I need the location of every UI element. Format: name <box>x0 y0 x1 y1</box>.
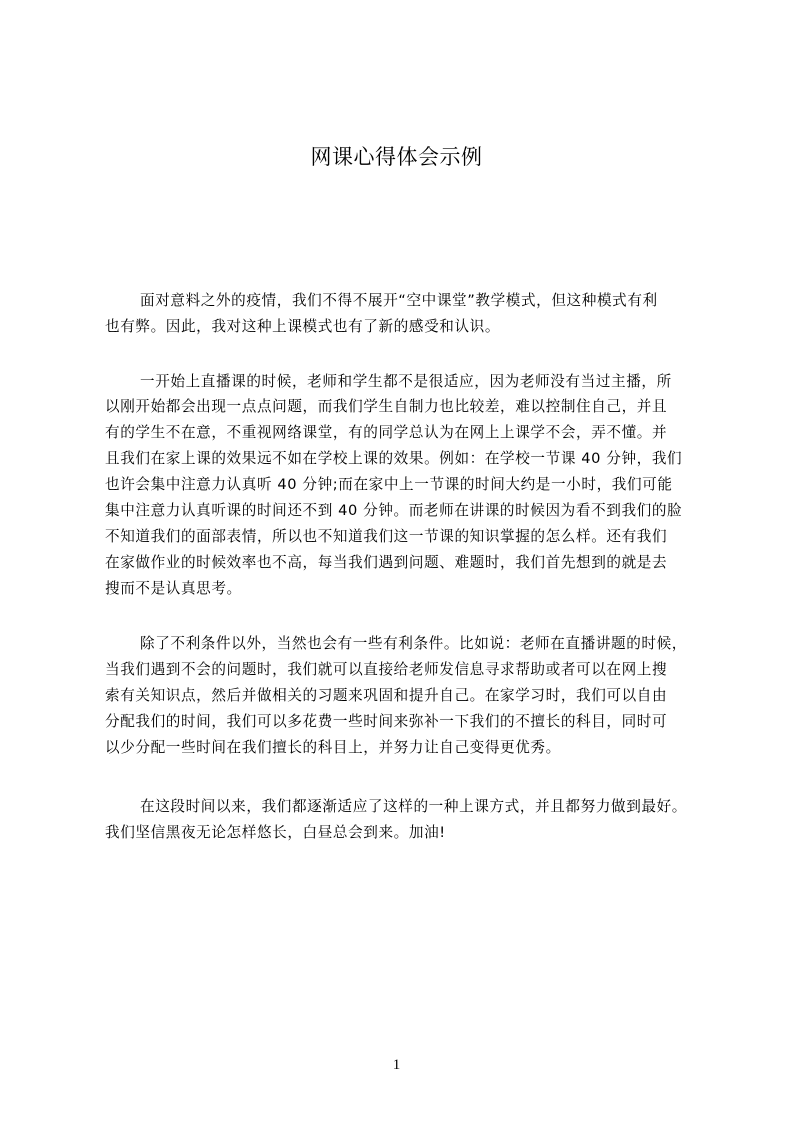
paragraph-1-line-2: 也有弊。因此，我对这种上课模式也有了新的感受和认识。 <box>105 318 501 335</box>
paragraph-2-line-7: 不知道我们的面部表情，所以也不知道我们这一节课的知识掌握的怎么样。还有我们 <box>105 528 668 545</box>
paragraph-2-line-3: 有的学生不在意，不重视网络课堂，有的同学总认为在网上上课学不会，弄不懂。并 <box>105 424 668 441</box>
document-title: 网课心得体会示例 <box>310 145 483 169</box>
paragraph-2-line-9: 搜而不是认真思考。 <box>105 580 242 597</box>
paragraph-2-line-2: 以刚开始都会出现一点点问题，而我们学生自制力也比较差，难以控制住自己，并且 <box>105 398 668 415</box>
paragraph-2-line-5: 也许会集中注意力认真听 40 分钟;而在家中上一节课的时间大约是一小时，我们可能 <box>105 476 673 493</box>
paragraph-4-line-2: 我们坚信黑夜无论怎样悠长，白昼总会到来。加油! <box>105 824 446 841</box>
paragraph-3-line-3: 索有关知识点，然后并做相关的习题来巩固和提升自己。在家学习时，我们可以自由 <box>105 687 668 704</box>
page-number: 1 <box>392 1057 401 1073</box>
paragraph-2-line-8: 在家做作业的时候效率也不高，每当我们遇到问题、难题时，我们首先想到的就是去 <box>105 554 668 571</box>
paragraph-3-line-4: 分配我们的时间，我们可以多花费一些时间来弥补一下我们的不擅长的科目，同时可 <box>105 713 668 730</box>
paragraph-2-line-1: 一开始上直播课的时候，老师和学生都不是很适应，因为老师没有当过主播，所 <box>140 373 672 390</box>
paragraph-1-line-1: 面对意料之外的疫情，我们不得不展开“空中课堂”教学模式，但这种模式有利 <box>140 292 658 309</box>
paragraph-3-line-2: 当我们遇到不会的问题时，我们就可以直接给老师发信息寻求帮助或者可以在网上搜 <box>105 661 668 678</box>
paragraph-3-line-1: 除了不利条件以外，当然也会有一些有利条件。比如说：老师在直播讲题的时候， <box>140 635 687 652</box>
paragraph-3-line-5: 以少分配一些时间在我们擅长的科目上，并努力让自己变得更优秀。 <box>105 739 561 756</box>
paragraph-2-line-6: 集中注意力认真听课的时间还不到 40 分钟。而老师在讲课的时候因为看不到我们的脸 <box>105 502 683 519</box>
paragraph-2-line-4: 且我们在家上课的效果远不如在学校上课的效果。例如：在学校一节课 40 分钟，我们 <box>105 450 683 467</box>
paragraph-4-line-1: 在这段时间以来，我们都逐渐适应了这样的一种上课方式，并且都努力做到最好。 <box>140 798 687 815</box>
